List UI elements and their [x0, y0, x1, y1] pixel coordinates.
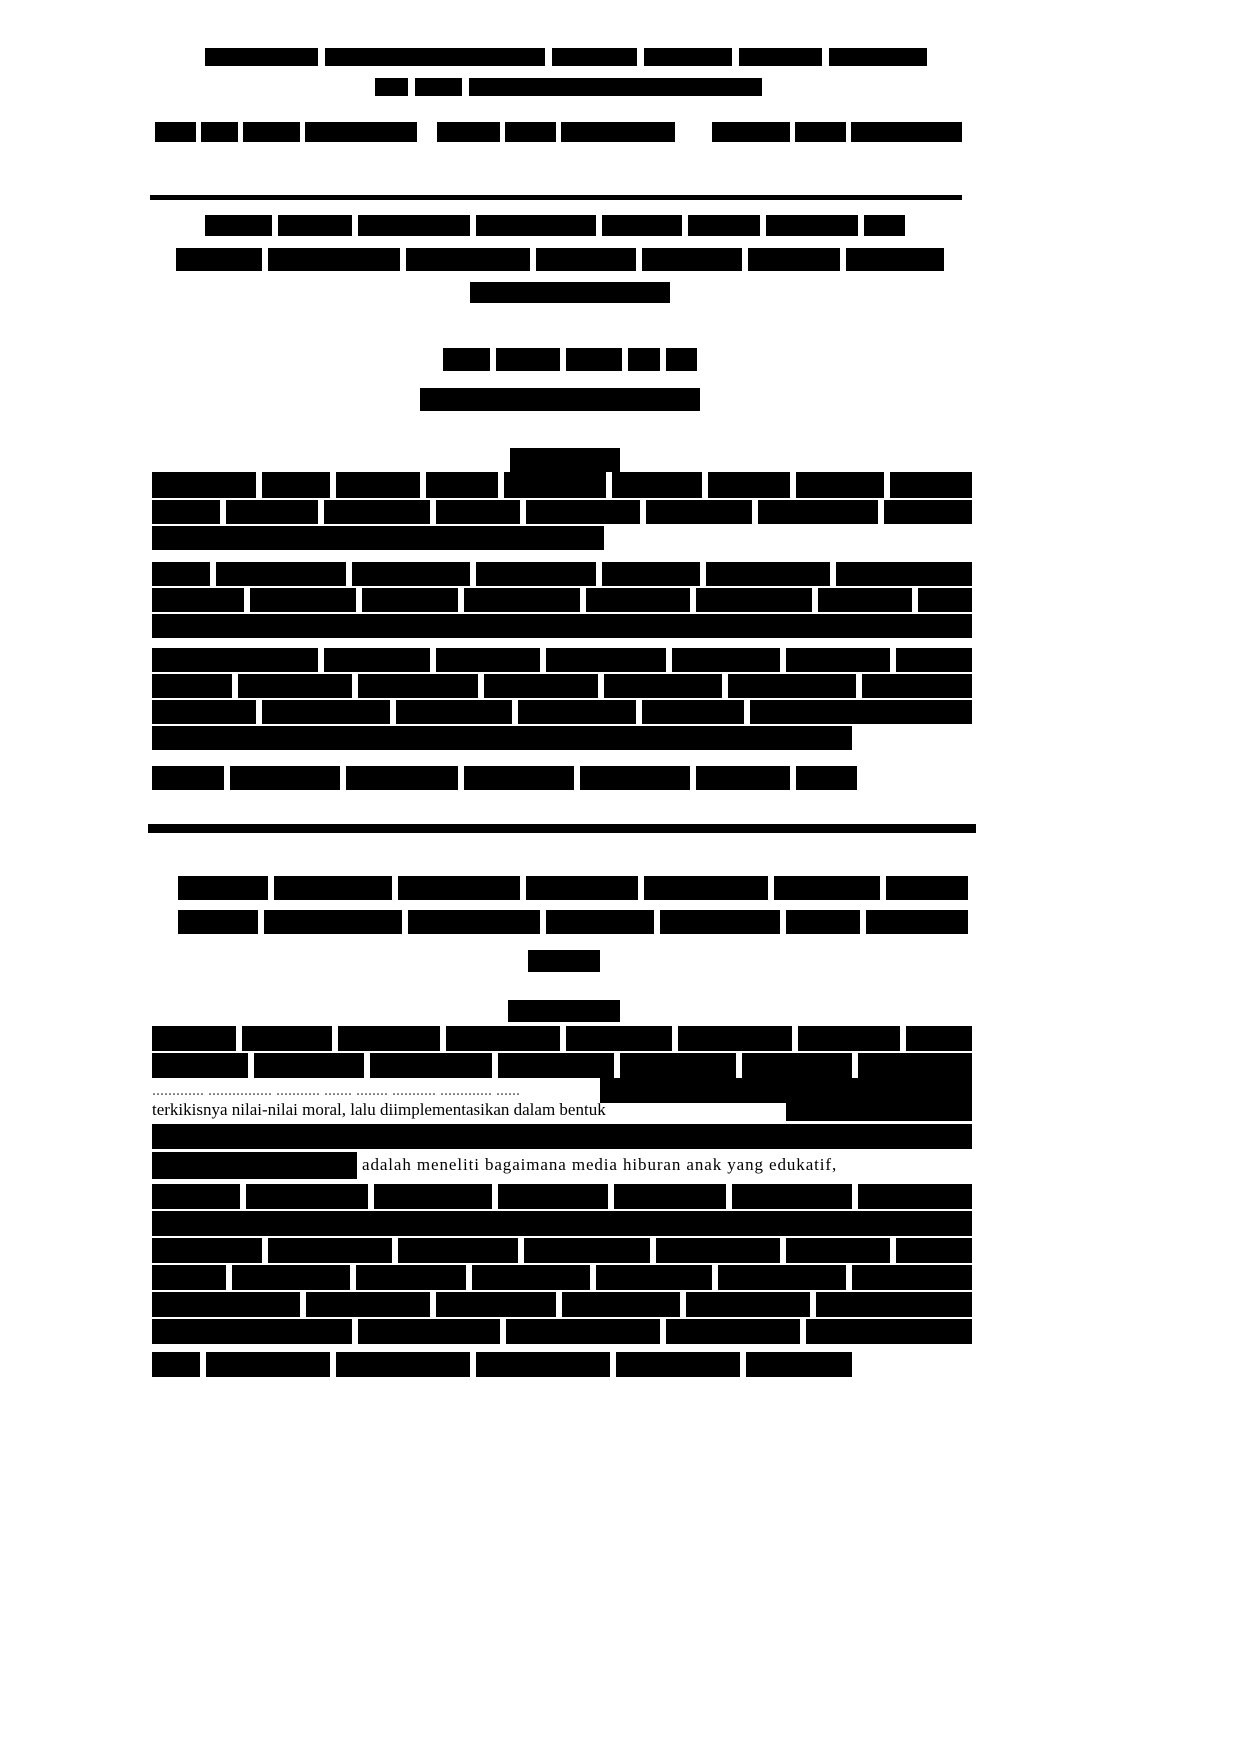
visible-text-fragment-2: adalah meneliti bagaimana media hiburan anak yang edukatif,: [362, 1155, 838, 1174]
redaction-bar: [152, 1238, 972, 1263]
redaction-bar: [528, 950, 600, 972]
redaction-bar: [375, 78, 762, 96]
faint-text-line: ............. ................ ........... ....... ........ ........... ............. ......: [152, 1082, 520, 1099]
redaction-bar: [510, 448, 620, 474]
redaction-bar: [152, 674, 972, 698]
redaction-bar: [152, 1184, 972, 1209]
redaction-bar: [178, 876, 968, 900]
redaction-bar: [152, 588, 972, 612]
redaction-bar: [152, 1152, 357, 1179]
redaction-bar: [152, 562, 972, 586]
redaction-bar: [712, 122, 962, 142]
redaction-bar: [152, 1292, 972, 1317]
redaction-bar: [152, 726, 852, 750]
redaction-bar: [152, 500, 972, 524]
redaction-bar: [176, 248, 944, 271]
redaction-bar: [205, 215, 905, 236]
redaction-bar: [470, 282, 670, 303]
redaction-bar: [508, 1000, 620, 1022]
redaction-bar: [152, 1352, 852, 1377]
redaction-bar: [152, 648, 972, 672]
redaction-bar: [155, 122, 417, 142]
redaction-bar: [152, 1053, 972, 1078]
redaction-bar: [152, 526, 604, 550]
redaction-bar: [152, 700, 972, 724]
redaction-bar: [152, 1211, 972, 1236]
redaction-bar: [152, 1319, 972, 1344]
redaction-bar: [152, 614, 972, 638]
redaction-bar: [152, 1124, 972, 1149]
redaction-bar: [152, 766, 857, 790]
mid-divider: [148, 824, 976, 833]
visible-text-fragment-1: terkikisnya nilai-nilai moral, lalu diimplementasikan dalam bentuk: [152, 1100, 606, 1119]
redaction-bar: [178, 910, 968, 934]
redaction-bar: [205, 48, 927, 66]
top-divider: [150, 195, 962, 200]
redaction-bar: [152, 472, 972, 498]
redaction-bar: [443, 348, 697, 371]
redaction-bar: [786, 1096, 972, 1121]
redaction-bar: [420, 388, 700, 411]
